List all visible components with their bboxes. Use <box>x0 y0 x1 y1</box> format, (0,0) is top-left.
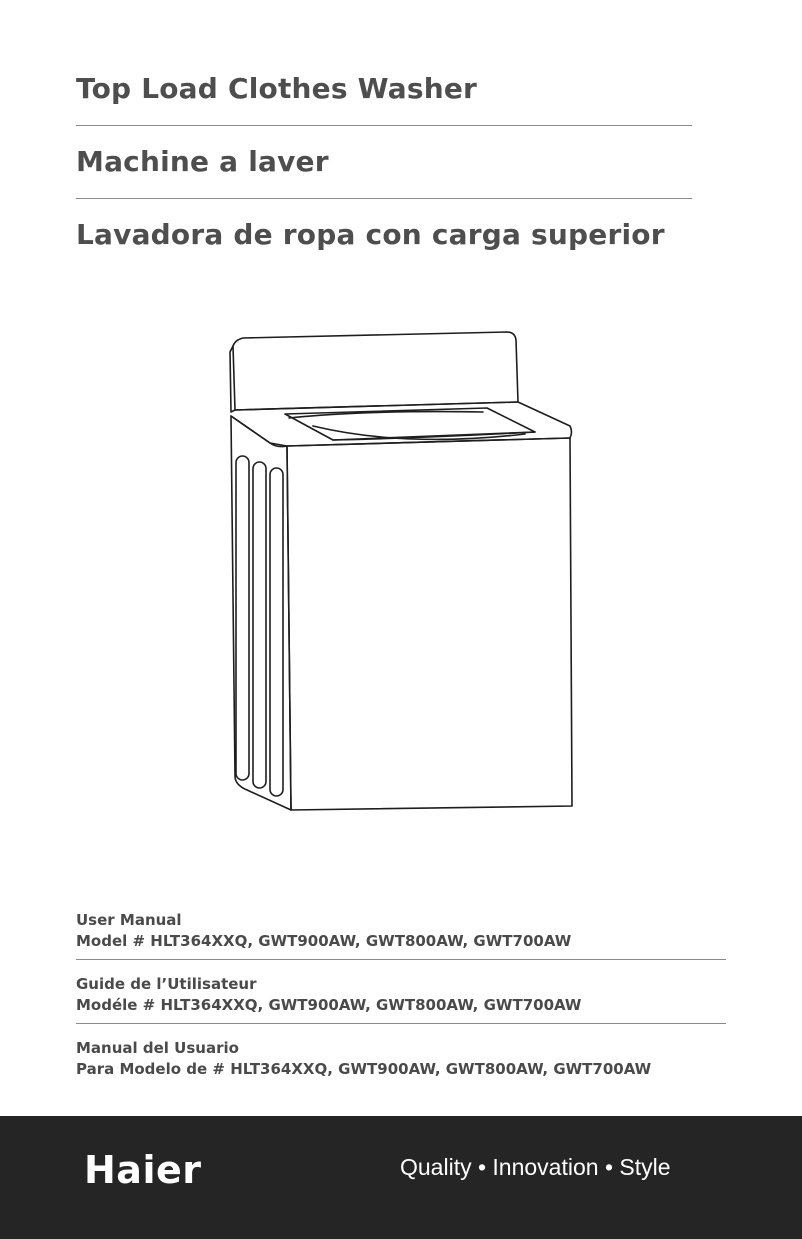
title-divider <box>76 198 692 199</box>
manual-info-english <box>76 910 728 952</box>
title-divider <box>76 125 692 126</box>
model-numbers-french: Modéle # HLT364XXQ, GWT900AW, GWT800AW, GWT700AW <box>76 996 582 1014</box>
footer-bar <box>0 1116 802 1239</box>
model-numbers-english: Model # HLT364XXQ, GWT900AW, GWT800AW, GWT700AW <box>76 932 572 950</box>
manual-info-spanish <box>76 1038 728 1080</box>
haier-logo: Haier <box>84 1148 202 1192</box>
manual-info-french <box>76 974 728 1016</box>
title-french: Machine a laver <box>76 145 329 178</box>
top-load-washer-illustration <box>225 330 585 815</box>
manual-heading-english: User Manual <box>76 911 182 929</box>
info-divider <box>76 959 726 960</box>
manual-heading-french: Guide de l’Utilisateur <box>76 975 257 993</box>
info-divider <box>76 1023 726 1024</box>
brand-tagline: Quality • Innovation • Style <box>400 1154 671 1180</box>
manual-heading-spanish: Manual del Usuario <box>76 1039 239 1057</box>
title-english: Top Load Clothes Washer <box>76 72 478 105</box>
title-spanish: Lavadora de ropa con carga superior <box>76 218 665 251</box>
model-numbers-spanish: Para Modelo de # HLT364XXQ, GWT900AW, GWT800AW, GWT700AW <box>76 1060 652 1078</box>
